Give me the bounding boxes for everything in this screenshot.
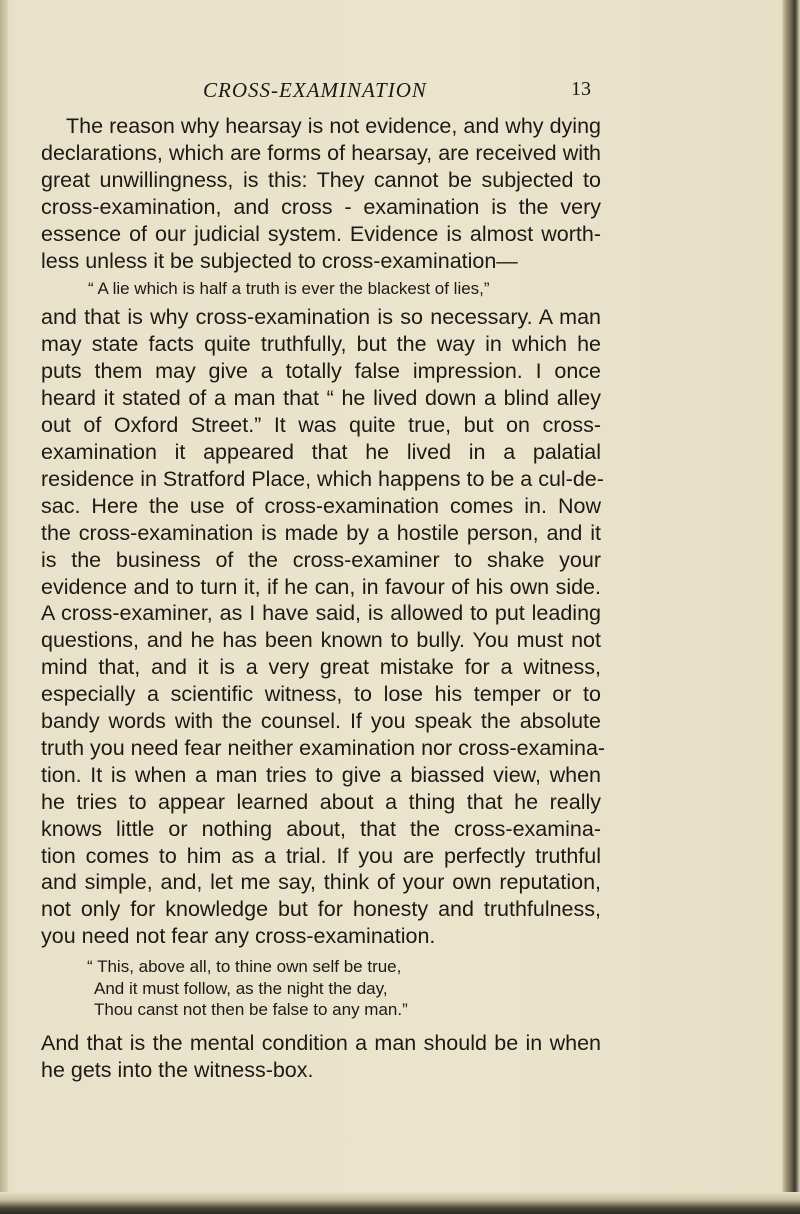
body-text — [41, 113, 606, 1084]
text-line: especially a scientific witness, to lose his temper or to — [41, 682, 601, 707]
verse-line: And it must follow, as the night the day, — [94, 978, 388, 998]
text-line: The reason why hearsay is not evidence, and why dying — [66, 114, 601, 138]
text-line: and simple, and, let me say, think of your own reputation, — [41, 870, 601, 895]
text-line: not only for knowledge but for honesty and truthfulness, — [41, 897, 601, 922]
block-quote: “ A lie which is half a truth is ever the blackest of lies,” — [88, 279, 490, 299]
text-line: he gets into the witness-box. — [41, 1057, 314, 1082]
text-line: out of Oxford Street.” It was quite true, but on cross- — [41, 413, 601, 438]
text-line: bandy words with the counsel. If you speak the absolute — [41, 709, 601, 734]
text-line: great unwillingness, is this: They cannot be subjected to — [41, 167, 601, 192]
verse-line: Thou canst not then be false to any man.” — [94, 1000, 408, 1020]
text-line: truth you need fear neither examination nor cross-examina- — [41, 735, 606, 760]
text-line: knows little or nothing about, that the cross-examina- — [41, 816, 601, 841]
text-line: A cross-examiner, as I have said, is allowed to put leading — [41, 601, 601, 626]
paragraph-1 — [41, 113, 601, 274]
text-line: and that is why cross-examination is so necessary. A man — [41, 305, 601, 330]
paragraph-2 — [41, 304, 606, 950]
text-line: declarations, which are forms of hearsay, are received with — [41, 140, 601, 165]
paragraph-3 — [41, 1030, 601, 1084]
text-line: puts them may give a totally false impression. I once — [41, 359, 601, 384]
page-edge-shadow — [782, 0, 800, 1214]
text-line: tion comes to him as a trial. If you are perfectly truthful — [41, 843, 601, 868]
text-line: questions, and he has been known to bully. You must not — [41, 628, 601, 653]
page-gutter-shadow — [0, 0, 8, 1214]
text-line: cross-examination, and cross - examination is the very — [41, 194, 601, 219]
text-line: is the business of the cross-examiner to shake your — [41, 547, 601, 572]
page-bottom-shadow — [0, 1192, 800, 1214]
running-title: CROSS-EXAMINATION — [203, 78, 427, 102]
verse-line: “ This, above all, to thine own self be true, — [87, 957, 402, 977]
text-line: examination it appeared that he lived in a palatial — [41, 439, 601, 464]
text-line: may state facts quite truthfully, but the way in which he — [41, 332, 601, 357]
text-line: evidence and to turn it, if he can, in favour of his own side. — [41, 574, 601, 599]
text-line: tion. It is when a man tries to give a biassed view, when — [41, 762, 601, 787]
text-line: heard it stated of a man that “ he lived down a blind alley — [41, 386, 601, 411]
page-number: 13 — [571, 78, 591, 100]
verse-quote — [41, 956, 601, 1021]
text-line: And that is the mental condition a man should be in when — [41, 1030, 601, 1055]
text-line: residence in Stratford Place, which happens to be a cul-de- — [41, 466, 604, 491]
text-line: mind that, and it is a very great mistake for a witness, — [41, 655, 601, 680]
running-head — [0, 78, 800, 108]
text-line: you need not fear any cross-examination. — [41, 924, 436, 949]
text-line: sac. Here the use of cross-examination comes in. Now — [41, 493, 601, 518]
text-line: he tries to appear learned about a thing that he really — [41, 789, 601, 814]
text-line: the cross-examination is made by a hostile person, and it — [41, 520, 601, 545]
text-line: essence of our judicial system. Evidence is almost worth- — [41, 221, 601, 246]
text-line: less unless it be subjected to cross-examination— — [41, 248, 518, 273]
